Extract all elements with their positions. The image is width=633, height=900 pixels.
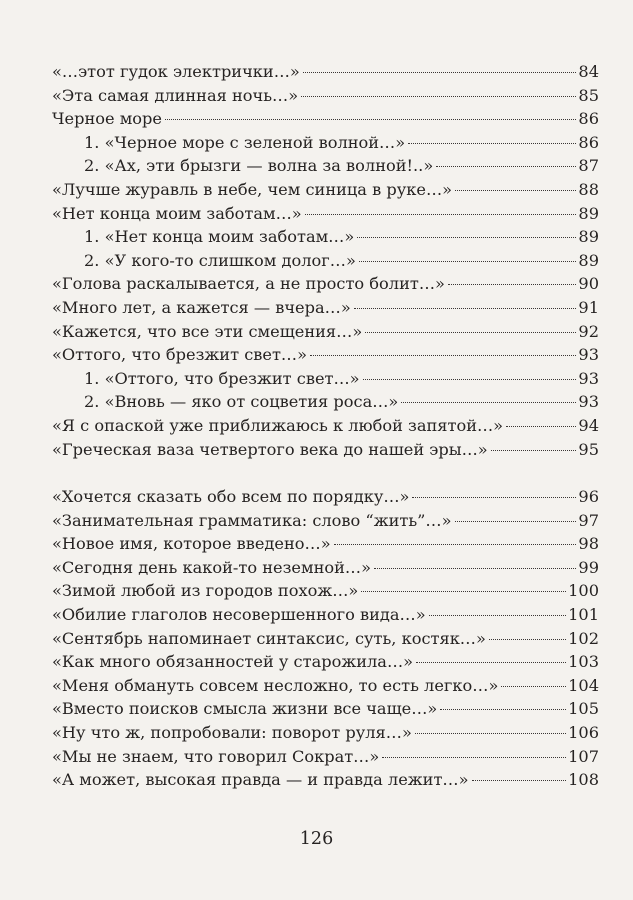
dot-leader bbox=[354, 308, 577, 309]
toc-entry bbox=[52, 414, 599, 438]
toc-entry-title: «Оттого, что брезжит свет…» bbox=[52, 345, 308, 365]
toc-entry bbox=[52, 154, 599, 178]
dot-leader bbox=[415, 733, 566, 734]
toc-entry bbox=[52, 579, 599, 603]
toc-entry-page: 99 bbox=[578, 557, 599, 577]
toc-entry-page: 101 bbox=[568, 605, 599, 625]
dot-leader bbox=[303, 72, 577, 73]
toc-entry bbox=[52, 390, 599, 414]
toc-entry-title: «Много лет, а кажется — вчера…» bbox=[52, 297, 351, 317]
toc-entry-page: 102 bbox=[568, 628, 599, 648]
toc-entry bbox=[52, 674, 599, 698]
toc-entry-title: «Меня обмануть совсем несложно, то есть легко…» bbox=[52, 675, 499, 695]
toc-entry-title: 2. «Ах, эти брызги — волна за волной!..» bbox=[84, 156, 434, 176]
toc-entry-page: 97 bbox=[578, 510, 599, 530]
toc-entry bbox=[52, 485, 599, 509]
toc-entry bbox=[52, 225, 599, 249]
toc-entry-title: «Как много обязанностей у старожила…» bbox=[52, 652, 414, 672]
dot-leader bbox=[334, 544, 577, 545]
dot-leader bbox=[408, 143, 576, 144]
toc-entry bbox=[52, 343, 599, 367]
dot-leader bbox=[401, 402, 576, 403]
toc-entry bbox=[52, 532, 599, 556]
toc-entry bbox=[52, 438, 599, 462]
toc-entry-page: 89 bbox=[578, 227, 599, 247]
toc-entry-title: «Ну что ж, попробовали: поворот руля…» bbox=[52, 723, 412, 743]
toc-entry-title: 1. «Черное море с зеленой волной…» bbox=[84, 132, 406, 152]
toc-entry-title: «Зимой любой из городов похож…» bbox=[52, 581, 359, 601]
toc-entry bbox=[52, 131, 599, 155]
dot-leader bbox=[363, 379, 577, 380]
toc-entry-title: «Греческая ваза четвертого века до нашей эры…» bbox=[52, 439, 488, 459]
toc-entry-title: 2. «Вновь — яко от соцветия роса…» bbox=[84, 392, 399, 412]
toc-entry bbox=[52, 768, 599, 792]
dot-leader bbox=[365, 332, 576, 333]
toc-entry-page: 86 bbox=[578, 132, 599, 152]
toc-entry-page: 92 bbox=[578, 321, 599, 341]
dot-leader bbox=[165, 119, 576, 120]
toc-entry bbox=[52, 107, 599, 131]
toc-entry-title: «Лучше журавль в небе, чем синица в руке…» bbox=[52, 179, 453, 199]
toc-entry bbox=[52, 249, 599, 273]
toc-entry bbox=[52, 721, 599, 745]
toc-entry-page: 93 bbox=[578, 368, 599, 388]
dot-leader bbox=[506, 426, 576, 427]
toc-entry-title: «Новое имя, которое введено…» bbox=[52, 534, 331, 554]
dot-leader bbox=[455, 521, 577, 522]
dot-leader bbox=[374, 568, 576, 569]
toc-entry-page: 93 bbox=[578, 392, 599, 412]
toc-entry bbox=[52, 367, 599, 391]
dot-leader bbox=[436, 166, 576, 167]
toc-entry-page: 98 bbox=[578, 534, 599, 554]
toc-entry-page: 100 bbox=[568, 581, 599, 601]
toc-entry-page: 90 bbox=[578, 274, 599, 294]
toc-entry-title: Черное море bbox=[52, 109, 162, 129]
toc-entry-page: 104 bbox=[568, 675, 599, 695]
toc-entry bbox=[52, 745, 599, 769]
toc-entry-title: «Я с опаской уже приближаюсь к любой запятой…» bbox=[52, 415, 504, 435]
toc-entry bbox=[52, 60, 599, 84]
toc-entry bbox=[52, 650, 599, 674]
toc-entry bbox=[52, 603, 599, 627]
dot-leader bbox=[412, 497, 576, 498]
toc-entry bbox=[52, 84, 599, 108]
dot-leader bbox=[491, 450, 577, 451]
toc-entry-title: «Занимательная грамматика: слово “жить”…» bbox=[52, 510, 452, 530]
toc-entry-title: «…этот гудок электрички…» bbox=[52, 62, 300, 81]
dot-leader bbox=[382, 757, 566, 758]
table-of-contents bbox=[52, 60, 599, 792]
toc-entry-page: 84 bbox=[578, 62, 599, 81]
toc-entry-page: 86 bbox=[578, 109, 599, 129]
toc-entry-title: 2. «У кого-то слишком долог…» bbox=[84, 250, 356, 270]
toc-entry-page: 89 bbox=[578, 203, 599, 223]
toc-entry-page: 91 bbox=[578, 297, 599, 317]
dot-leader bbox=[448, 284, 576, 285]
dot-leader bbox=[359, 261, 577, 262]
toc-entry bbox=[52, 627, 599, 651]
dot-leader bbox=[429, 615, 566, 616]
dot-leader bbox=[361, 591, 566, 592]
dot-leader bbox=[310, 355, 576, 356]
toc-group-1 bbox=[52, 60, 599, 461]
dot-leader bbox=[416, 662, 566, 663]
toc-entry-page: 107 bbox=[568, 746, 599, 766]
toc-entry bbox=[52, 272, 599, 296]
dot-leader bbox=[501, 686, 566, 687]
toc-entry-title: 1. «Нет конца моим заботам…» bbox=[84, 227, 355, 247]
toc-entry-title: «Вместо поисков смысла жизни все чаще…» bbox=[52, 699, 438, 719]
toc-entry-title: «Сентябрь напоминает синтаксис, суть, костяк…» bbox=[52, 628, 486, 648]
toc-entry bbox=[52, 296, 599, 320]
toc-entry-page: 89 bbox=[578, 250, 599, 270]
toc-entry-page: 106 bbox=[568, 723, 599, 743]
toc-entry-title: «Кажется, что все эти смещения…» bbox=[52, 321, 363, 341]
page-number: 126 bbox=[299, 829, 334, 849]
dot-leader bbox=[472, 780, 567, 781]
toc-entry-page: 85 bbox=[578, 85, 599, 105]
dot-leader bbox=[357, 237, 576, 238]
toc-entry bbox=[52, 509, 599, 533]
toc-entry-page: 95 bbox=[578, 439, 599, 459]
dot-leader bbox=[489, 639, 566, 640]
dot-leader bbox=[301, 96, 576, 97]
toc-entry-title: «Мы не знаем, что говорил Сократ…» bbox=[52, 746, 380, 766]
toc-entry-page: 94 bbox=[578, 415, 599, 435]
toc-entry bbox=[52, 556, 599, 580]
toc-entry-page: 105 bbox=[568, 699, 599, 719]
toc-entry-title: «Нет конца моим заботам…» bbox=[52, 203, 302, 223]
toc-entry-page: 88 bbox=[578, 179, 599, 199]
toc-entry bbox=[52, 202, 599, 226]
toc-entry-title: «Обилие глаголов несовершенного вида…» bbox=[52, 605, 426, 625]
toc-entry bbox=[52, 320, 599, 344]
toc-entry-page: 108 bbox=[568, 770, 599, 790]
toc-entry bbox=[52, 697, 599, 721]
dot-leader bbox=[455, 190, 576, 191]
toc-entry-page: 93 bbox=[578, 345, 599, 365]
toc-entry-page: 87 bbox=[578, 156, 599, 176]
toc-entry-title: «А может, высокая правда — и правда лежит…» bbox=[52, 770, 469, 790]
toc-entry-title: «Голова раскалывается, а не просто болит…» bbox=[52, 274, 445, 294]
dot-leader bbox=[440, 709, 566, 710]
toc-entry-page: 96 bbox=[578, 487, 599, 507]
toc-entry-title: «Сегодня день какой-то неземной…» bbox=[52, 557, 372, 577]
toc-group-2 bbox=[52, 485, 599, 792]
toc-entry-page: 103 bbox=[568, 652, 599, 672]
toc-entry-title: «Хочется сказать обо всем по порядку…» bbox=[52, 487, 410, 507]
dot-leader bbox=[305, 214, 577, 215]
toc-entry-title: «Эта самая длинная ночь…» bbox=[52, 85, 299, 105]
toc-entry bbox=[52, 178, 599, 202]
toc-entry-title: 1. «Оттого, что брезжит свет…» bbox=[84, 368, 360, 388]
